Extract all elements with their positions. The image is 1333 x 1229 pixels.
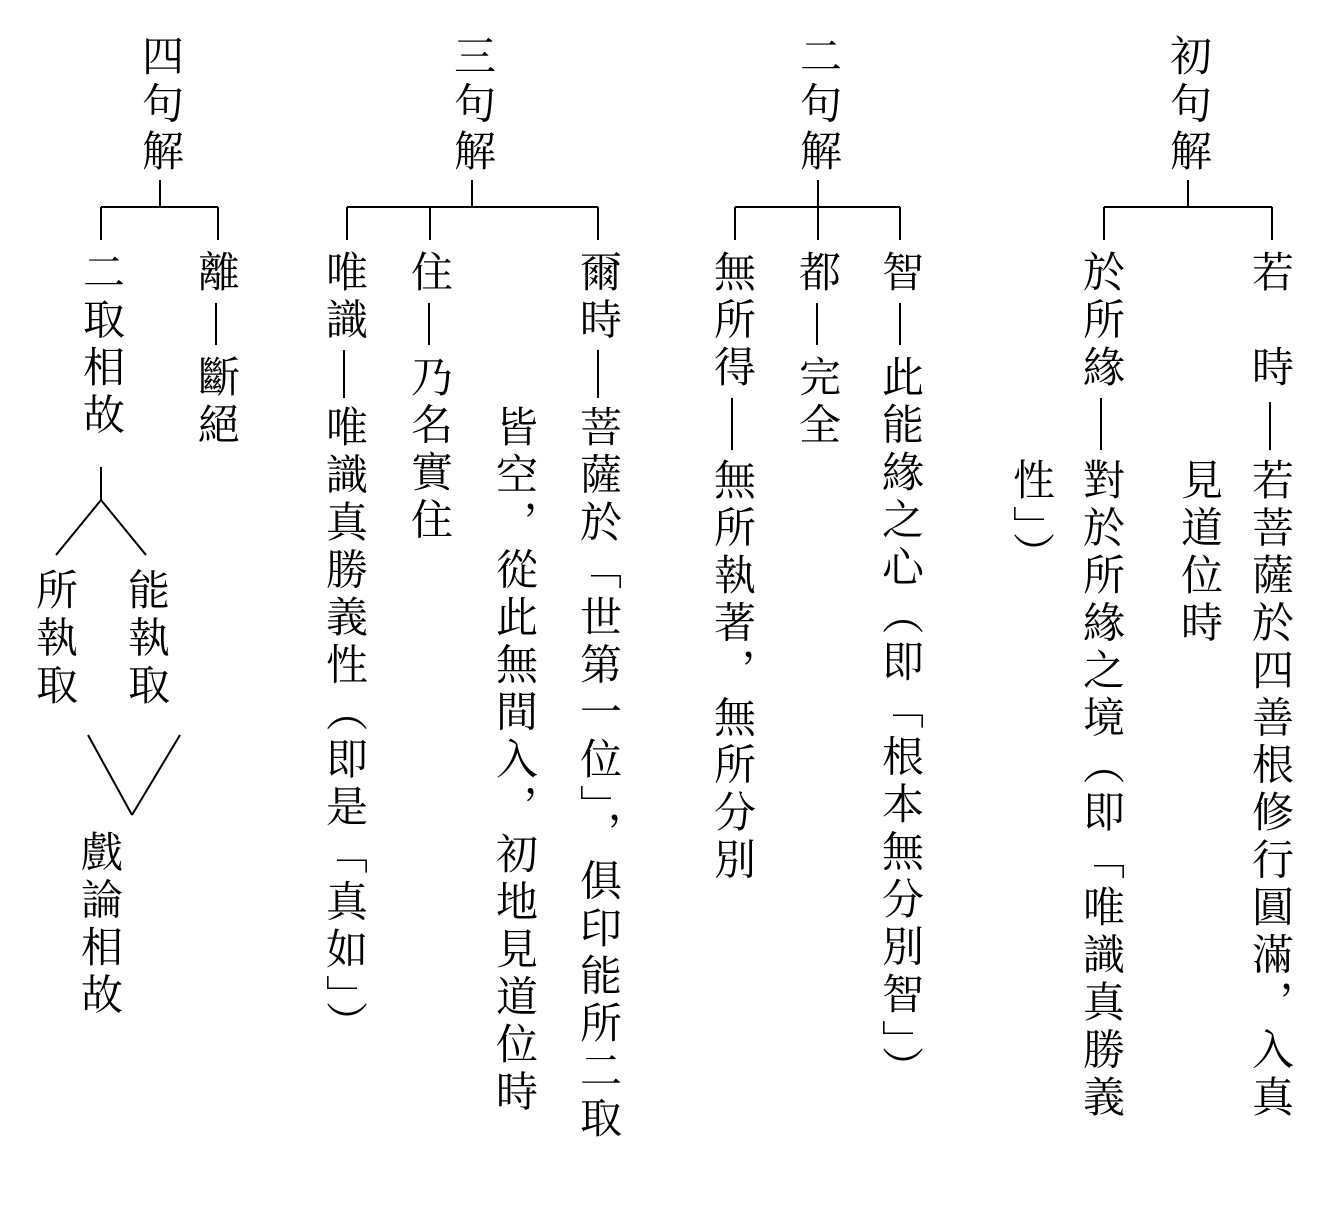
merge-right	[132, 735, 180, 815]
branch-head: 無所得	[708, 250, 757, 393]
section-title-4: 四句解	[136, 34, 185, 177]
branch-head: 於所緣	[1077, 250, 1126, 393]
section-title-2: 二句解	[794, 34, 843, 177]
result-node: 戲論相故	[75, 830, 124, 1020]
split-left	[56, 500, 101, 555]
branch-head: 爾時	[574, 250, 623, 345]
branch-text: 性」）	[1007, 458, 1056, 580]
branch-text: 皆空，從此無間入，初地見道位時	[490, 405, 539, 1117]
branch-text: 唯識真勝義性（即是「真如」）	[320, 405, 369, 1049]
branch-head: 都	[793, 250, 842, 298]
merge-left	[88, 735, 132, 815]
branch-head: 住	[405, 250, 454, 298]
split-node: 能執取	[122, 568, 171, 711]
branch-text: 乃名實住	[405, 355, 454, 545]
section-title-3: 三句解	[448, 34, 497, 177]
split-right	[101, 500, 146, 555]
section-title-1: 初句解	[1164, 34, 1213, 177]
branch-text: 菩薩於「世第一位」，俱印能所二取	[574, 405, 623, 1144]
branch-head: 二取相故	[77, 250, 126, 440]
branch-head: 唯識	[320, 250, 369, 345]
split-node: 所執取	[30, 568, 79, 711]
branch-text: 見道位時	[1175, 458, 1224, 648]
branch-text: 完全	[793, 355, 842, 450]
branch-head: 離	[192, 250, 241, 298]
branch-text: 對於所緣之境（即「唯識真勝義	[1077, 458, 1126, 1123]
branch-head: 智	[876, 250, 925, 298]
branch-head: 若 時	[1246, 250, 1295, 393]
branch-text: 無所執著，無所分別	[708, 458, 757, 886]
branch-text: 斷絕	[192, 355, 241, 450]
branch-text: 此能緣之心（即「根本無分別智」）	[876, 355, 925, 1094]
branch-text: 若菩薩於四善根修行圓滿，入真	[1246, 458, 1295, 1123]
